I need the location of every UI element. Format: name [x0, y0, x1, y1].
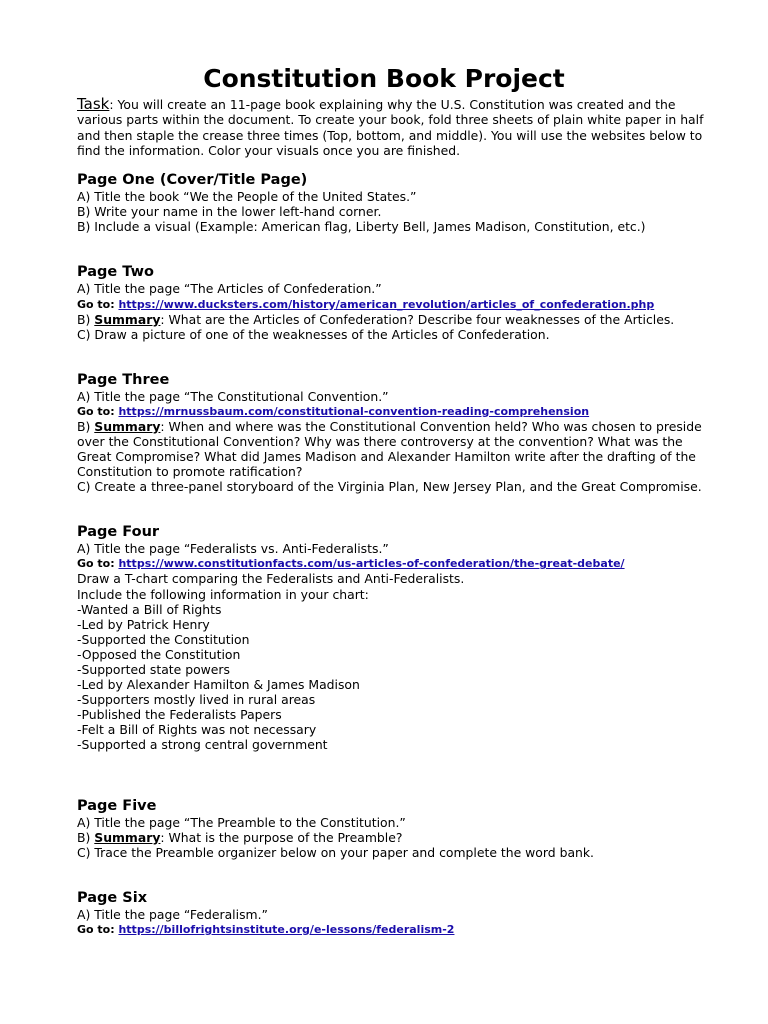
instruction-line: C) Create a three-panel storyboard of the Virginia Plan, New Jersey Plan, and the Great Compromise.	[77, 479, 702, 495]
goto-link[interactable]: https://www.constitutionfacts.com/us-articles-of-confederation/the-great-debate/	[118, 557, 625, 571]
summary-line	[77, 419, 704, 479]
line-prefix: B)	[77, 418, 95, 434]
list-item: -Wanted a Bill of Rights	[77, 601, 222, 617]
line-prefix: B)	[77, 829, 95, 845]
list-item: -Led by Alexander Hamilton & James Madison	[77, 677, 360, 693]
list-item: -Supported a strong central government	[77, 737, 328, 753]
list-item: -Opposed the Constitution	[77, 646, 241, 662]
instruction-line: A) Title the page “The Constitutional Convention.”	[77, 388, 389, 404]
goto-line	[77, 404, 704, 419]
section-page-three	[77, 372, 704, 495]
goto-line	[77, 922, 704, 937]
section-page-six	[77, 890, 704, 937]
section-heading: Page Three	[77, 371, 170, 388]
section-heading: Page Five	[77, 797, 157, 814]
section-page-four	[77, 524, 704, 752]
task-label: Task	[77, 95, 110, 113]
list-item: -Felt a Bill of Rights was not necessary	[77, 722, 317, 738]
summary-label: Summary	[94, 829, 161, 845]
list-item: -Supported the Constitution	[77, 631, 250, 647]
list-item: -Led by Patrick Henry	[77, 616, 210, 632]
goto-line	[77, 297, 704, 312]
section-heading: Page Two	[77, 264, 154, 281]
instruction-line: C) Draw a picture of one of the weaknesses of the Articles of Confederation.	[77, 326, 550, 342]
list-item: -Supporters mostly lived in rural areas	[77, 692, 316, 708]
instruction-line: A) Title the page “The Preamble to the Constitution.”	[77, 814, 406, 830]
summary-text: : What are the Articles of Confederation? Describe four weaknesses of the Articles.	[160, 311, 675, 327]
goto-link[interactable]: https://www.ducksters.com/history/american_revolution/articles_of_confederation.php	[118, 297, 655, 311]
task-paragraph	[77, 97, 704, 158]
section-page-five	[77, 798, 704, 860]
section-heading: Page Four	[77, 524, 160, 541]
document-title: Constitution Book Project	[203, 64, 565, 93]
list-item: -Published the Federalists Papers	[77, 707, 282, 723]
summary-label: Summary	[94, 418, 161, 434]
goto-label: Go to:	[77, 557, 119, 571]
goto-label: Go to:	[77, 404, 119, 418]
summary-text: : When and where was the Constitutional Convention held? Who was chosen to preside over the Constitutional Convention? Why was there controversy at the convention? What was the Great Compromise? What did James Madison and Alexander Hamilton write after the drafting of the Constitution to promote ratification?	[77, 418, 702, 480]
instruction-line: Draw a T-chart comparing the Federalists and Anti-Federalists.	[77, 571, 465, 587]
goto-link[interactable]: https://mrnussbaum.com/constitutional-convention-reading-comprehension	[118, 404, 590, 418]
goto-label: Go to:	[77, 922, 119, 936]
summary-label: Summary	[94, 311, 161, 327]
instruction-line: B) Include a visual (Example: American flag, Liberty Bell, James Madison, Constitution, etc.)	[77, 219, 646, 235]
goto-line	[77, 556, 704, 571]
task-text: : You will create an 11-page book explaining why the U.S. Constitution was created and the various parts within the document. To create your book, fold three sheets of plain white paper in half and then staple the crease three times (Top, bottom, and middle). You will use the websites below to find the information. Color your visuals once you are finished.	[77, 97, 704, 158]
instruction-line: A) Title the page “The Articles of Confederation.”	[77, 281, 382, 297]
instruction-line: A) Title the page “Federalism.”	[77, 906, 268, 922]
section-heading: Page One (Cover/Title Page)	[77, 172, 308, 189]
instruction-line: A) Title the book “We the People of the United States.”	[77, 189, 417, 205]
section-page-two	[77, 264, 704, 341]
instruction-line: Include the following information in your chart:	[77, 586, 369, 602]
list-item: -Supported state powers	[77, 661, 230, 677]
goto-link[interactable]: https://billofrightsinstitute.org/e-lessons/federalism-2	[118, 922, 455, 936]
instruction-line: A) Title the page “Federalists vs. Anti-Federalists.”	[77, 541, 389, 557]
summary-line	[77, 830, 704, 845]
goto-label: Go to:	[77, 297, 119, 311]
line-prefix: B)	[77, 311, 95, 327]
instruction-line: C) Trace the Preamble organizer below on your paper and complete the word bank.	[77, 844, 594, 860]
instruction-line: B) Write your name in the lower left-hand corner.	[77, 204, 382, 220]
section-page-one	[77, 172, 704, 234]
summary-text: : What is the purpose of the Preamble?	[160, 829, 403, 845]
section-heading: Page Six	[77, 889, 148, 906]
summary-line	[77, 312, 704, 327]
